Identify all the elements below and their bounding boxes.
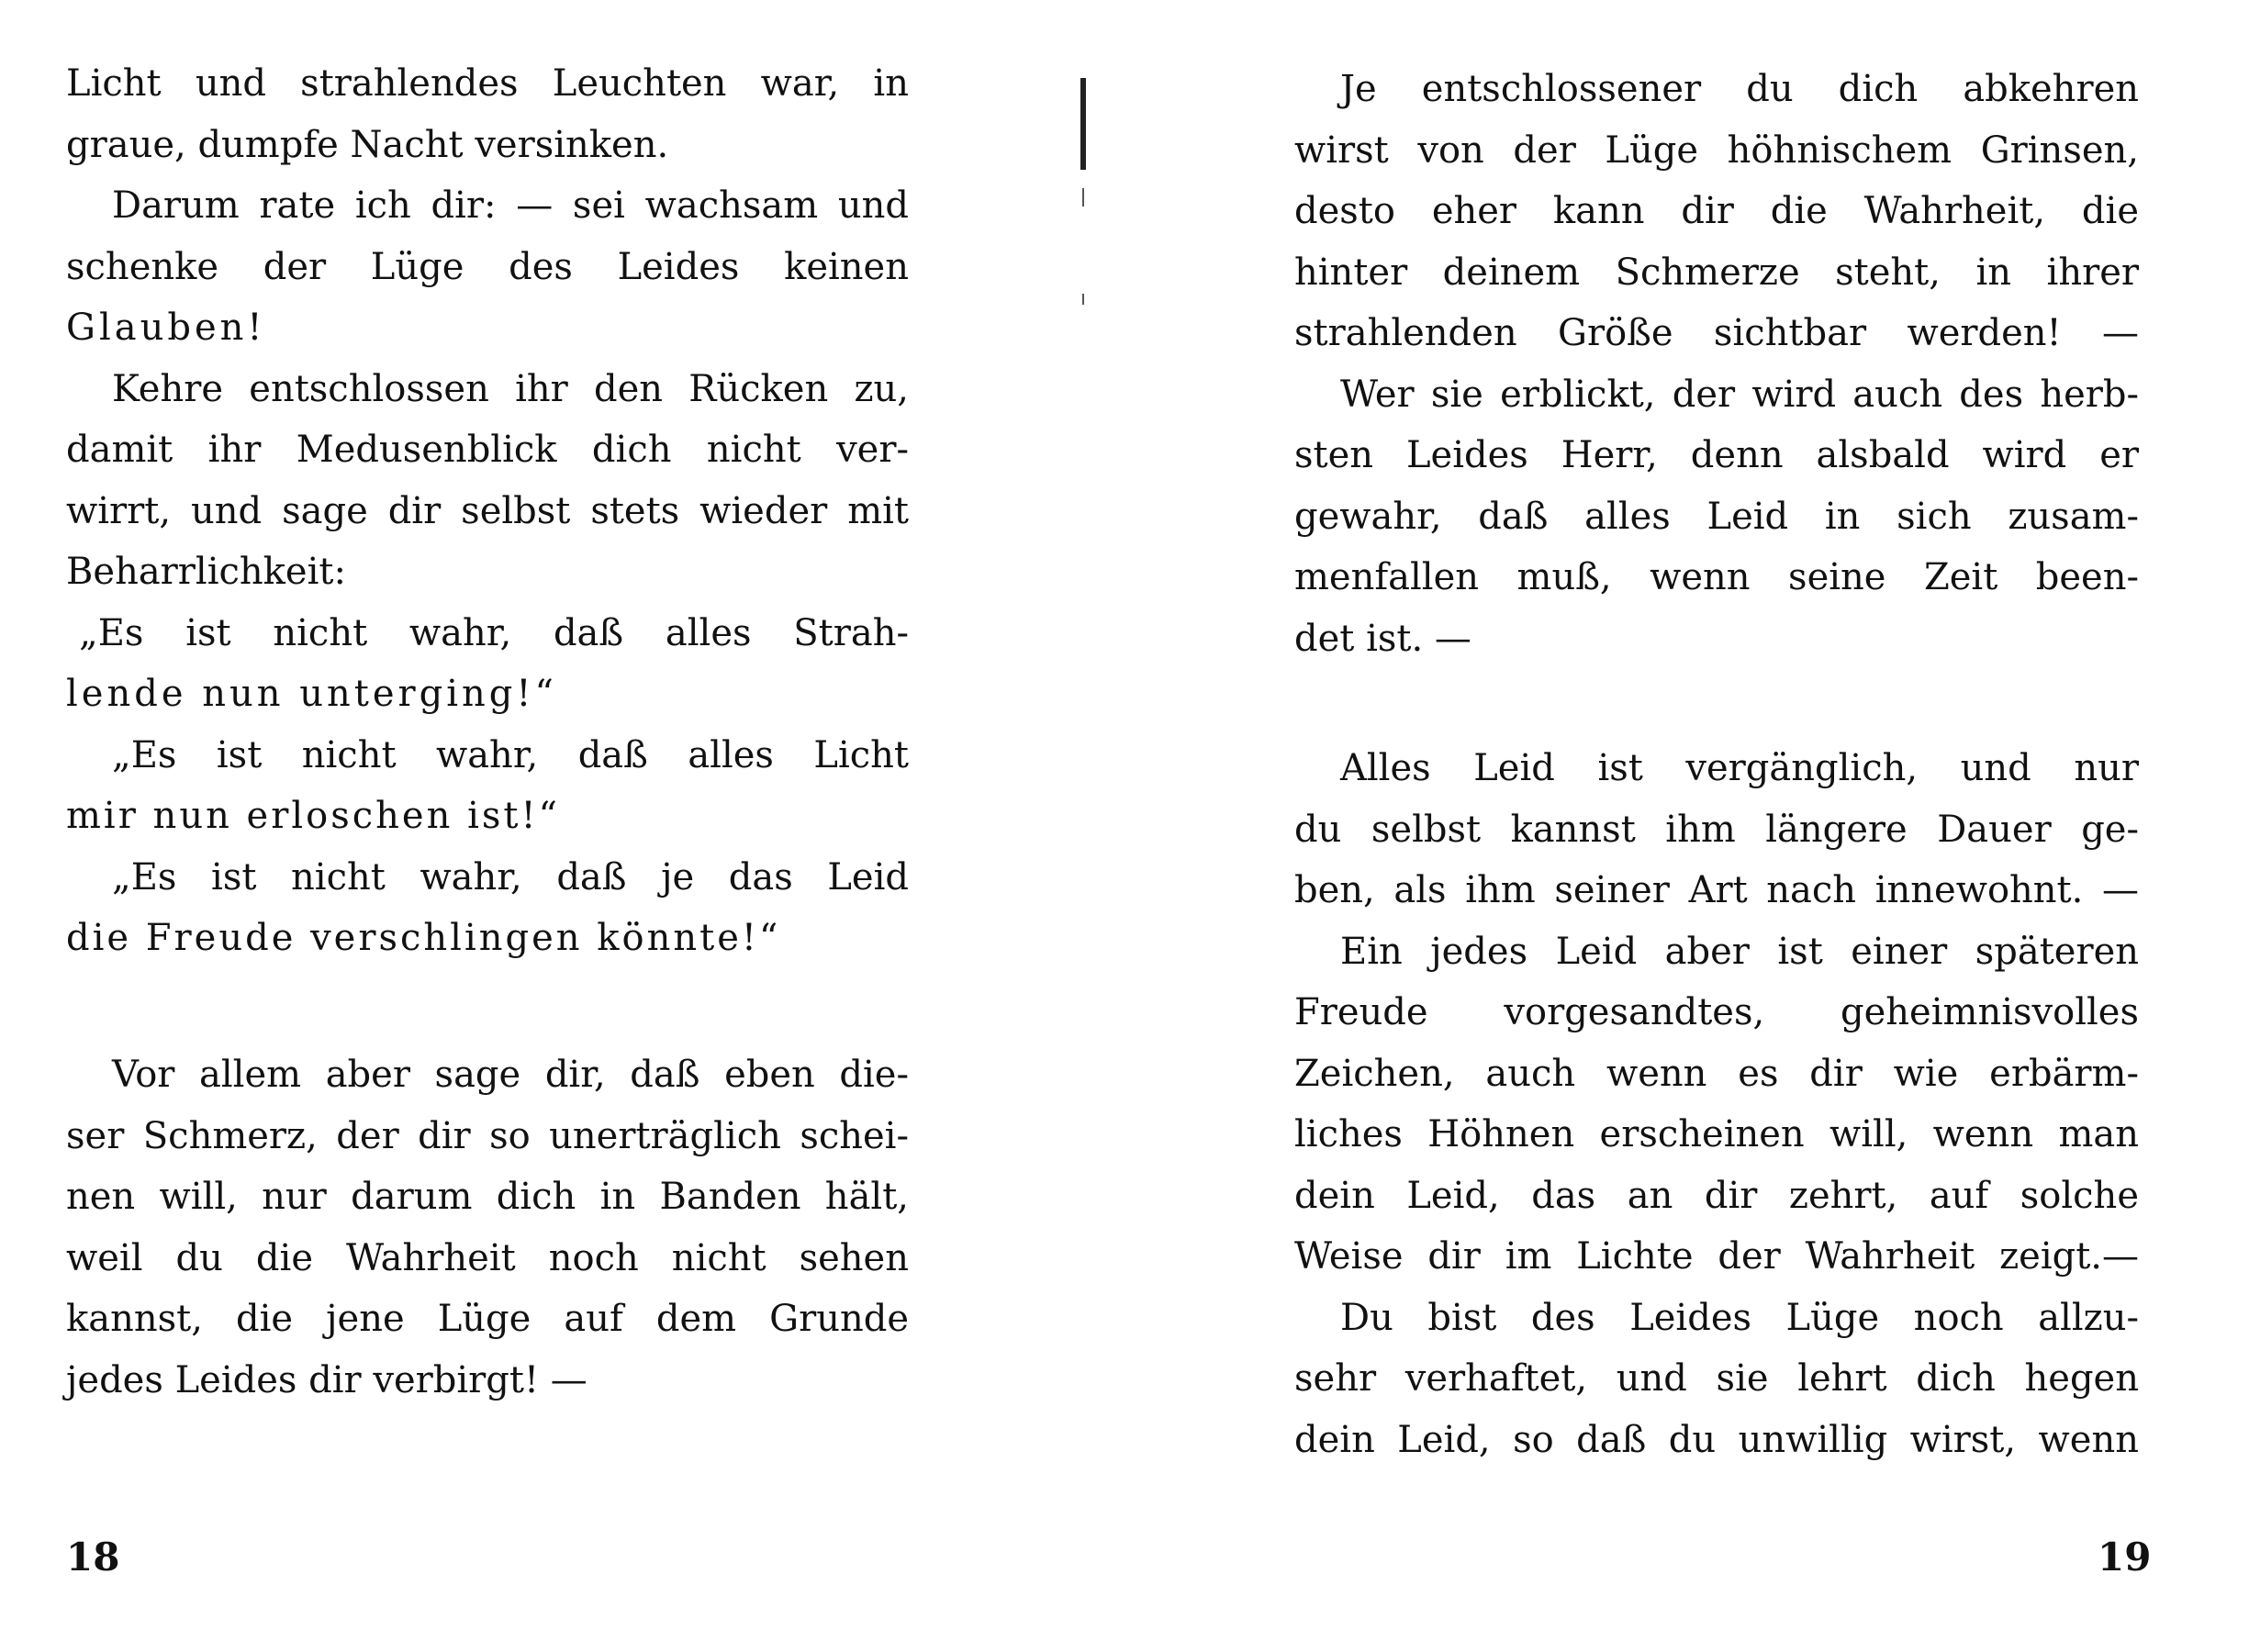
text-line: menfallen muß, wenn seine Zeit been- [1294, 556, 2139, 598]
right-text-block-2 [1294, 738, 2139, 1470]
text-line: „Es ist nicht wahr, daß alles Licht [112, 733, 909, 776]
gutter-dots [1082, 294, 1084, 305]
text-line: Je entschlossener du dich abkehren [1340, 68, 2139, 110]
right-page [1138, 0, 2249, 1652]
text-line: det ist. — [1294, 617, 1471, 660]
text-line: wirst von der Lüge höhnischem Grinsen, [1294, 128, 2139, 172]
text-line: Zeichen, auch wenn es dir wie erbärm- [1294, 1052, 2139, 1095]
page-number-left: 18 [66, 1535, 120, 1579]
text-line: Wer sie erblickt, der wird auch des herb- [1340, 373, 2139, 416]
text-line: ben, als ihm seiner Art nach innewohnt. — [1294, 869, 2139, 911]
text-line: Kehre entschlossen ihr den Rücken zu, [112, 367, 909, 410]
text-line: graue, dumpfe Nacht versinken. [66, 123, 669, 166]
text-line: Freude vorgesandtes, geheimnisvolles [1294, 991, 2139, 1033]
page-number-right: 19 [2098, 1535, 2152, 1579]
text-line: hinter deinem Schmerze steht, in ihrer [1294, 251, 2139, 294]
text-line: damit ihr Medusenblick dich nicht ver- [66, 429, 909, 471]
text-line: sten Leides Herr, denn alsbald wird er [1294, 434, 2139, 476]
text-line: Darum rate ich dir: — sei wachsam und [112, 184, 909, 227]
gutter-dots [1082, 188, 1084, 206]
text-line: du selbst kannst ihm längere Dauer ge- [1294, 808, 2139, 851]
text-line: Ein jedes Leid aber ist einer späteren [1340, 930, 2139, 973]
text-line: nen will, nur darum dich in Banden hält, [66, 1176, 909, 1218]
text-line: desto eher kann dir die Wahrheit, die [1294, 190, 2139, 232]
text-line: lende nun unterging!“ [66, 673, 557, 715]
text-line: Weise dir im Lichte der Wahrheit zeigt.— [1294, 1235, 2139, 1278]
text-line: dein Leid, so daß du unwillig wirst, wenn [1294, 1418, 2139, 1461]
text-line: schenke der Lüge des Leides keinen [66, 245, 909, 288]
text-line: Vor allem aber sage dir, daß eben die- [112, 1054, 909, 1096]
text-line: Glauben! [66, 307, 266, 349]
text-line: Licht und strahlendes Leuchten war, in [66, 62, 909, 105]
text-line: kannst, die jene Lüge auf dem Grunde [66, 1298, 909, 1340]
left-page [0, 0, 1083, 1652]
text-line: mir nun erloschen ist!“ [66, 795, 560, 837]
text-line: sehr verhaftet, und sie lehrt dich hegen [1294, 1357, 2139, 1400]
text-line: Beharrlichkeit: [66, 551, 346, 593]
gutter-mark [1080, 78, 1086, 170]
right-text-block-1 [1294, 59, 2139, 669]
text-line: strahlenden Größe sichtbar werden! — [1294, 312, 2139, 354]
text-line: wirrt, und sage dir selbst stets wieder mit [66, 489, 909, 532]
text-line: „Es ist nicht wahr, daß je das Leid [112, 855, 909, 899]
left-text-block-2 [66, 1044, 909, 1411]
text-line: Alles Leid ist vergänglich, und nur [1340, 747, 2139, 789]
text-line: liches Höhnen erscheinen will, wenn man [1294, 1113, 2139, 1155]
text-line: jedes Leides dir verbirgt! — [66, 1358, 587, 1401]
left-text-block-1 [66, 53, 909, 969]
text-line: gewahr, daß alles Leid in sich zusam- [1294, 495, 2139, 538]
text-line: weil du die Wahrheit noch nicht sehen [66, 1236, 909, 1279]
text-line: „Es ist nicht wahr, daß alles Strah- [79, 611, 909, 654]
text-line: die Freude verschlingen könnte!“ [66, 917, 781, 959]
text-line: Du bist des Leides Lüge noch allzu- [1340, 1296, 2139, 1339]
text-line: dein Leid, das an dir zehrt, auf solche [1294, 1174, 2139, 1217]
text-line: ser Schmerz, der dir so unerträglich schei- [66, 1114, 909, 1157]
